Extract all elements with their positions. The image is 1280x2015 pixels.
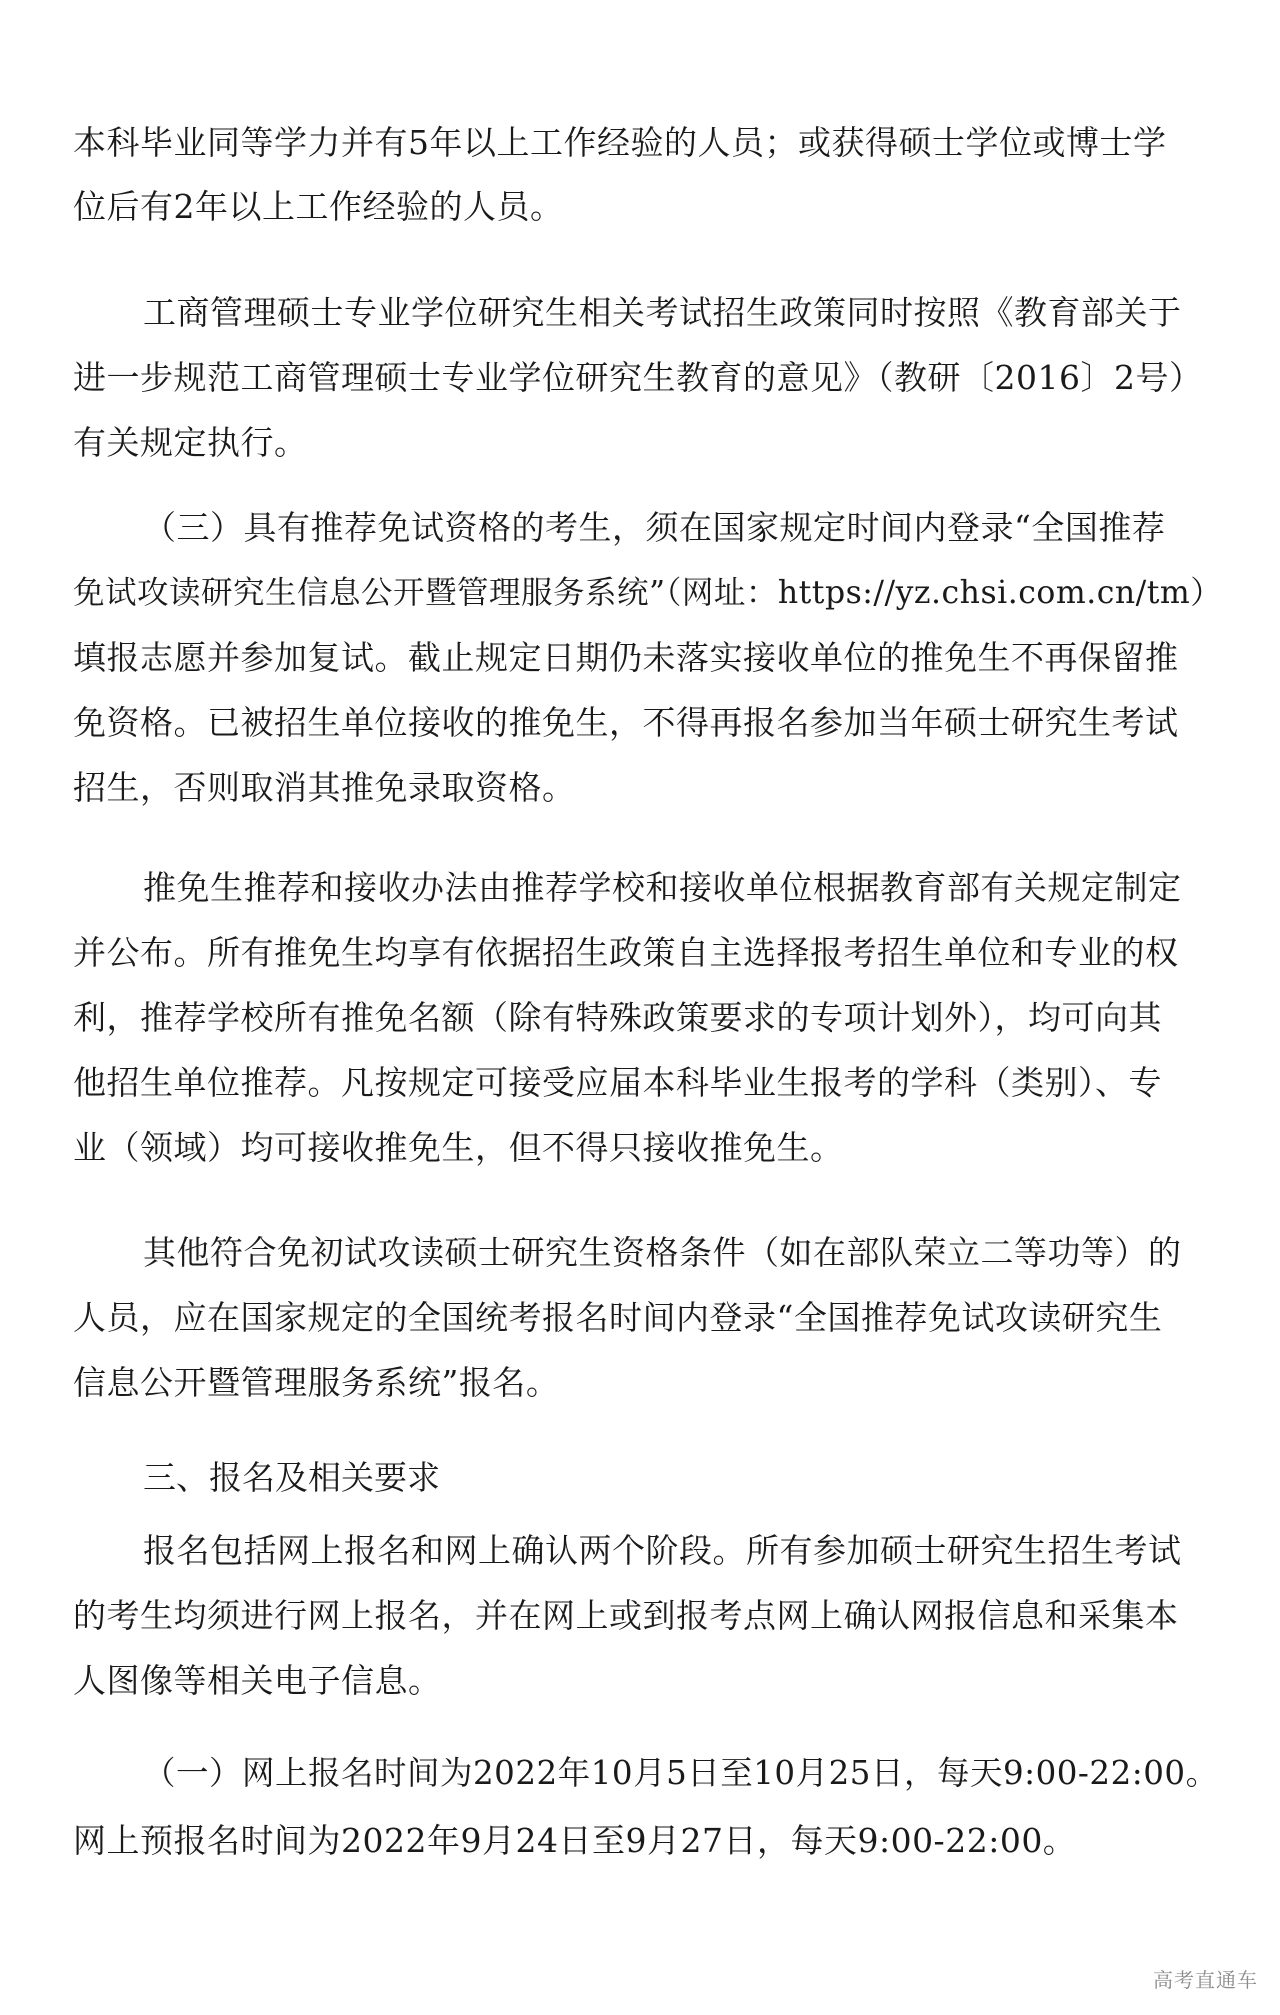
text-line: 利，推荐学校所有推免名额（除有特殊政策要求的专项计划外），均可向其 (73, 998, 1162, 1037)
text-line: 本科毕业同等学力并有5年以上工作经验的人员；或获得硕士学位或博士学 (73, 123, 1167, 162)
section-heading: 三、报名及相关要求 (143, 1458, 440, 1497)
text-line: 免试攻读研究生信息公开暨管理服务系统”（网址：https://yz.chsi.com.cn/tm） (73, 575, 1223, 611)
watermark-text: 高考直通车 (1153, 1968, 1258, 1992)
text-line: 人员，应在国家规定的全国统考报名时间内登录“全国推荐免试攻读研究生 (73, 1298, 1163, 1337)
text-line: 网上预报名时间为2022年9月24日至9月27日，每天9:00-22:00。 (73, 1821, 1077, 1860)
text-line: 推免生推荐和接收办法由推荐学校和接收单位根据教育部有关规定制定 (143, 868, 1182, 907)
text-line: 工商管理硕士专业学位研究生相关考试招生政策同时按照《教育部关于 (143, 293, 1182, 332)
text-line: 信息公开暨管理服务系统”报名。 (73, 1363, 560, 1402)
text-line: 位后有2年以上工作经验的人员。 (73, 187, 564, 226)
text-line: 进一步规范工商管理硕士专业学位研究生教育的意见》（教研〔2016〕2号） (73, 358, 1203, 397)
text-line: （三）具有推荐免试资格的考生，须在国家规定时间内登录“全国推荐 (143, 508, 1166, 547)
text-line: 人图像等相关电子信息。 (73, 1661, 442, 1700)
text-line: 有关规定执行。 (73, 423, 308, 462)
text-line: （一）网上报名时间为2022年10月5日至10月25日，每天9:00-22:00。 (143, 1754, 1219, 1792)
text-line: 填报志愿并参加复试。截止规定日期仍未落实接收单位的推免生不再保留推 (73, 638, 1179, 677)
text-line: 报名包括网上报名和网上确认两个阶段。所有参加硕士研究生招生考试 (143, 1531, 1182, 1570)
text-line: 招生，否则取消其推免录取资格。 (73, 768, 576, 807)
text-line: 的考生均须进行网上报名，并在网上或到报考点网上确认网报信息和采集本 (73, 1596, 1179, 1635)
text-line: 他招生单位推荐。凡按规定可接受应届本科毕业生报考的学科（类别）、专 (73, 1063, 1162, 1102)
text-line: 业（领域）均可接收推免生，但不得只接收推免生。 (73, 1128, 844, 1167)
text-line: 其他符合免初试攻读硕士研究生资格条件（如在部队荣立二等功等）的 (143, 1233, 1182, 1272)
text-line: 并公布。所有推免生均享有依据招生政策自主选择报考招生单位和专业的权 (73, 933, 1179, 972)
text-line: 免资格。已被招生单位接收的推免生，不得再报名参加当年硕士研究生考试 (73, 703, 1179, 742)
